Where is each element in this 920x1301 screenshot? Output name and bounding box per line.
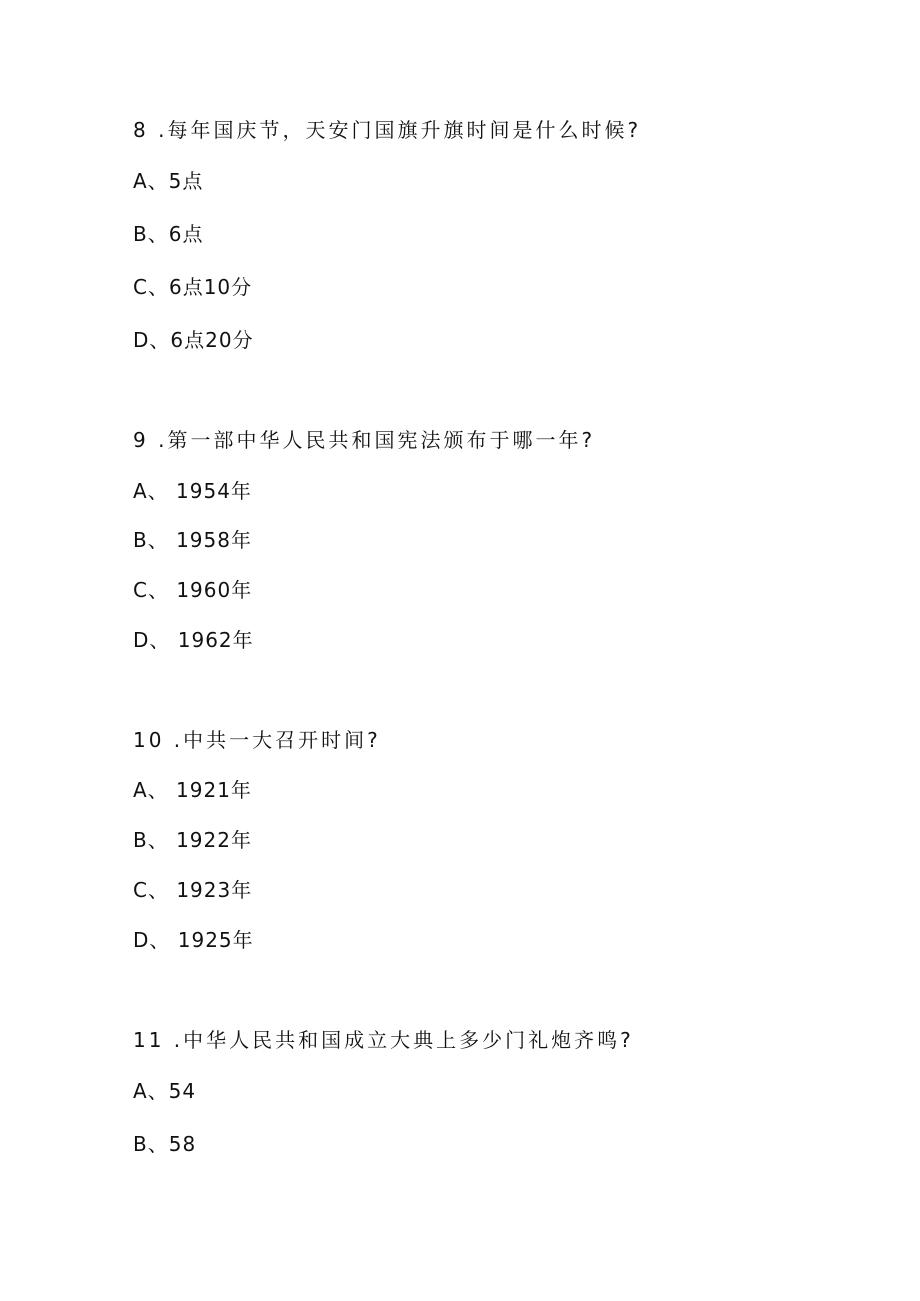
option-b: B、58 — [133, 1132, 197, 1156]
question-text: 11 .中华人民共和国成立大典上多少门礼炮齐鸣? — [133, 1028, 634, 1052]
option-a: A、 1921年 — [133, 778, 252, 802]
option-b: B、 1958年 — [133, 528, 252, 552]
question-text: 8 .每年国庆节，天安门国旗升旗时间是什么时候? — [133, 118, 642, 142]
option-b: B、6点 — [133, 222, 204, 246]
option-d: D、 1925年 — [133, 928, 254, 952]
option-c: C、 1960年 — [133, 578, 253, 602]
option-d: D、 1962年 — [133, 628, 254, 652]
option-d: D、6点20分 — [133, 328, 254, 352]
question-text: 9 .第一部中华人民共和国宪法颁布于哪一年? — [133, 428, 596, 452]
option-b: B、 1922年 — [133, 828, 252, 852]
option-a: A、54 — [133, 1079, 197, 1103]
option-c: C、6点10分 — [133, 275, 253, 299]
option-a: A、 1954年 — [133, 479, 252, 503]
question-text: 10 .中共一大召开时间? — [133, 728, 381, 752]
option-a: A、5点 — [133, 169, 204, 193]
option-c: C、 1923年 — [133, 878, 253, 902]
